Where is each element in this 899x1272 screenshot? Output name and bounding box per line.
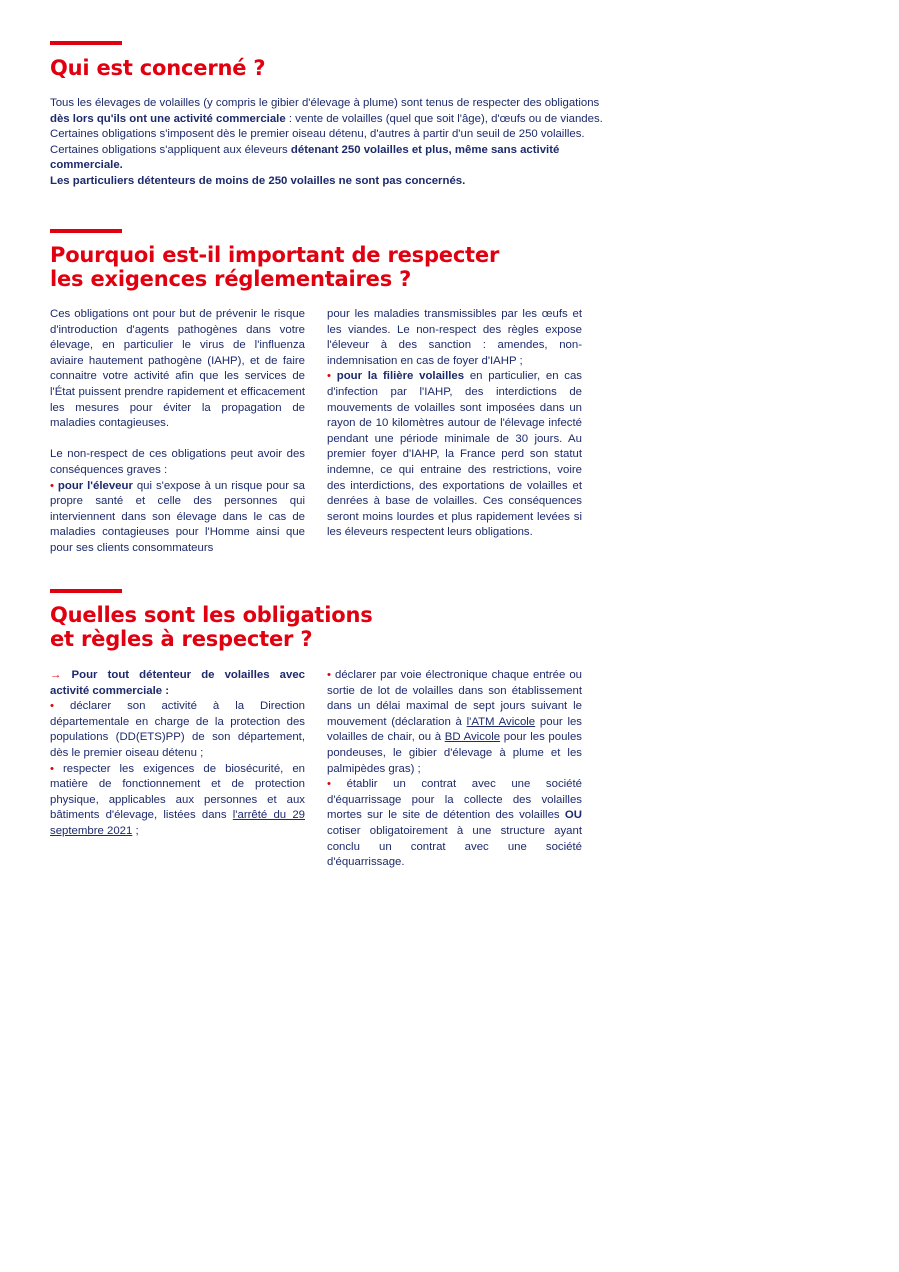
show-through-artifact <box>560 205 890 265</box>
section-1-paragraph-1: Tous les élevages de volailles (y compris le gibier d'élevage à plume) sont tenus de respecter des obligations dès lors qu'ils ont une activité commerciale : vente de volailles (quel que soit l'âge), d'œufs ou de viandes. <box>50 97 603 125</box>
arrete-link[interactable]: l'arrêté du 29 septembre 2021 <box>50 809 305 837</box>
bullet-icon: • <box>327 669 331 681</box>
section-3-item-equarrissage: • établir un contrat avec une société d'équarrissage pour la collecte des volailles mortes sur le site de détention des volailles OU cotiser obligatoirement à une structure ayant conclu un contrat avec une société d'équarrissage. <box>327 778 582 869</box>
section-3-item-declarer-activite: • déclarer son activité à la Direction départementale en charge de la protection des populations (DD(ETS)PP) de son département, dès le premier oiseau détenu ; <box>50 700 305 759</box>
section-2-bullet-filiere: • pour la filière volailles en particulier, en cas d'infection par l'IAHP, des interdictions de mouvements de volailles sont imposées dans un rayon de 10 kilomètres autour de l'élevage infecté pendant une période minimale de 30 jours. Au premier foyer d'IAHP, la France perd son statut indemne, ce qui entraine des restrictions, voire des interdictions, des exportations de volailles et denrées à base de volailles. Ces conséquences seront moins lourdes et plus rapidement levées si les éleveurs respectent leurs obligations. <box>327 370 582 539</box>
section-2-accent-bar <box>50 229 122 233</box>
section-1-title: Qui est concerné ? <box>50 56 266 80</box>
bullet-icon: • <box>327 778 331 791</box>
bullet-icon: • <box>50 700 54 713</box>
bd-avicole-link[interactable]: BD Avicole <box>444 731 501 744</box>
bullet-icon: • <box>327 370 331 383</box>
arrow-right-icon: → <box>50 669 62 681</box>
section-1-body <box>50 96 610 190</box>
section-1-paragraph-3: Les particuliers détenteurs de moins de 250 volailles ne sont pas concernés. <box>50 174 466 187</box>
section-3-intro: → Pour tout détenteur de volailles avec activité commerciale : <box>50 669 305 697</box>
section-1-paragraph-2: Certaines obligations s'imposent dès le premier oiseau détenu, d'autres à partir d'un seuil de 250 volailles. Certaines obligations s'appliquent aux éleveurs détenant 250 volailles et plus, même sans activité commerciale. <box>50 128 585 172</box>
section-3-left-column <box>50 668 305 840</box>
section-3-accent-bar <box>50 589 122 593</box>
bullet-icon: • <box>50 479 54 492</box>
section-2-left-paragraph-1: Ces obligations ont pour but de prévenir le risque d'introduction d'agents pathogènes dans votre élevage, en particulier le virus de l'influenza aviaire hautement pathogène (IAHP), et de faire connaitre votre activité afin que les services de l'État puissent prendre rapidement et efficacement les mesures pour éviter la propagation de maladies contagieuses. <box>50 308 305 430</box>
section-2-bullet-eleveur: • pour l'éleveur qui s'expose à un risque pour sa propre santé et celle des personnes qui interviennent dans son élevage dans le cas de maladies contagieuses pour l'Homme ainsi que pour ses clients consommateurs <box>50 479 305 554</box>
section-2-title: Pourquoi est-il important de respecter les exigences réglementaires ? <box>50 243 500 291</box>
section-3-item-biosecurite: • respecter les exigences de biosécurité, en matière de fonctionnement et de protection physique, applicables aux personnes et aux bâtiments d'élevage, listées dans l'arrêté du 29 septembre 2021 ; <box>50 762 305 837</box>
section-2-right-paragraph-1: pour les maladies transmissibles par les œufs et les viandes. Le non-respect des règles expose l'éleveur à des sanction : amendes, non-indemnisation en cas de foyer d'IAHP ; <box>327 308 582 367</box>
section-2-left-paragraph-2: Le non-respect de ces obligations peut avoir des conséquences graves : <box>50 448 305 476</box>
bullet-icon: • <box>50 762 54 775</box>
section-2-right-column <box>327 307 582 541</box>
section-2-left-column <box>50 307 305 557</box>
section-1-accent-bar <box>50 41 122 45</box>
atm-avicole-link[interactable]: l'ATM Avicole <box>466 715 536 728</box>
section-3-right-column <box>327 668 582 871</box>
section-3-title: Quelles sont les obligations et règles à respecter ? <box>50 603 373 651</box>
section-3-item-declaration-electronique: • déclarer par voie électronique chaque entrée ou sortie de lot de volailles dans son établissement dans un délai maximal de sept jours suivant le mouvement (déclaration à l'ATM Avicole pour les volailles de chair, ou à BD Avicole pour les poules pondeuses, le gibier d'élevage à plume et les palmipèdes gras) ; <box>327 669 583 775</box>
